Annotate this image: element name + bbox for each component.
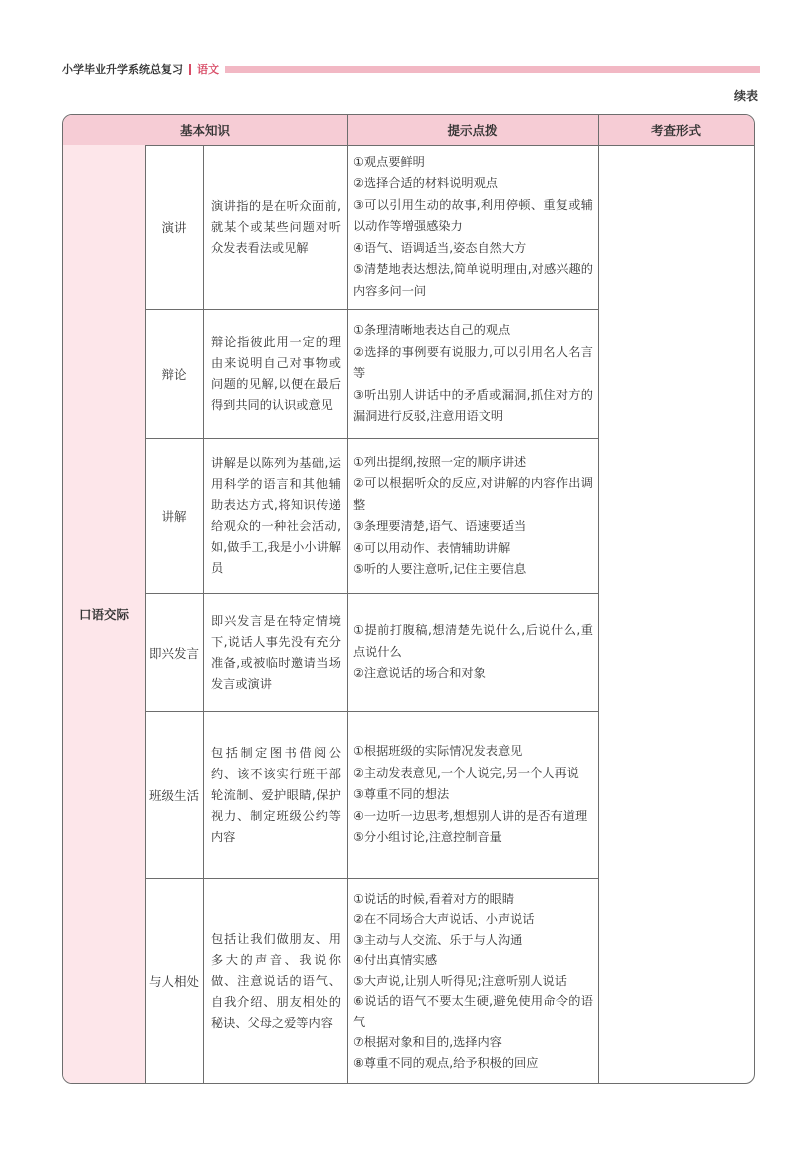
tips-impromptu (353, 594, 593, 711)
running-head (62, 61, 760, 77)
definition-text: 演讲指的是在听众面前,就某个或某些问题对听众发表看法或见解 (211, 198, 341, 255)
tip-item: ②选择合适的材料说明观点 (353, 176, 498, 191)
column-divider (203, 145, 204, 1083)
definition-debate (211, 310, 341, 438)
tip-item: ⑧尊重不同的观点,给予积极的回应 (353, 1055, 539, 1070)
definition-text: 即兴发言是在特定情境下,说话人事先没有充分准备,或被临时邀请当场发言或演讲 (211, 613, 341, 691)
tips-speech (353, 145, 593, 309)
tip-item: ①提前打腹稿,想清楚先说什么,后说什么,重点说什么 (353, 623, 593, 659)
tip-item: ⑥说话的语气不要太生硬,避免使用命令的语气 (353, 994, 593, 1029)
definition-text: 包括让我们做朋友、用多大的声音、我说你做、注意说话的语气、自我介绍、朋友相处的秘诀、父母之爱等内容 (211, 931, 341, 1030)
tip-item: ②在不同场合大声说话、小声说话 (353, 912, 535, 927)
tip-item: ①说话的时候,看着对方的眼睛 (353, 891, 515, 906)
definition-speech (211, 145, 341, 309)
topic-class-life: 班级生活 (148, 788, 199, 803)
definition-getting-along (211, 879, 341, 1083)
tip-item: ①列出提纲,按照一定的顺序讲述 (353, 454, 527, 469)
tip-item: ③主动与人交流、乐于与人沟通 (353, 932, 523, 947)
tip-item: ⑤大声说,让别人听得见;注意听别人说话 (353, 973, 567, 988)
tip-item: ②选择的事例要有说服力,可以引用名人名言等 (353, 344, 593, 381)
tip-item: ④语气、语调适当,姿态自然大方 (353, 240, 527, 255)
continued-label: 续表 (733, 89, 758, 103)
tip-item: ②可以根据听众的反应,对讲解的内容作出调整 (353, 476, 593, 512)
definition-text: 辩论指彼此用一定的理由来说明自己对事物或问题的见解,以便在最后得到共同的认识或意见 (211, 335, 341, 412)
tip-item: ④可以用动作、表情辅助讲解 (353, 540, 511, 555)
tip-item: ⑤分小组讨论,注意控制音量 (353, 830, 502, 845)
tips-class-life (353, 712, 593, 878)
topic-speech: 演讲 (161, 220, 187, 235)
definition-impromptu (211, 594, 341, 711)
definition-text: 包括制定图书借阅公约、该不该实行班干部轮流制、爱护眼睛,保护视力、制定班级公约等内容 (211, 745, 341, 844)
tip-item: ①根据班级的实际情况发表意见 (353, 744, 523, 759)
header-separator (189, 64, 191, 75)
knowledge-table (62, 114, 755, 1084)
tip-item: ②注意说话的场合和对象 (353, 666, 486, 681)
tips-debate (353, 310, 593, 438)
subject-label: 语文 (197, 63, 219, 76)
topic-explanation: 讲解 (161, 509, 187, 524)
tip-item: ⑤听的人要注意听,记住主要信息 (353, 562, 527, 576)
tips-explanation (353, 439, 593, 593)
category-cell: 口语交际 (63, 145, 145, 1083)
header-assessment: 考查形式 (598, 115, 754, 146)
tip-item: ④一边听一边思考,想想别人讲的是否有道理 (353, 808, 588, 823)
tip-item: ⑤清楚地表达想法,简单说明理由,对感兴趣的内容多问一问 (353, 262, 593, 298)
topic-impromptu: 即兴发言 (148, 645, 199, 661)
header-decor-bar (225, 66, 760, 73)
tip-item: ⑦根据对象和目的,选择内容 (353, 1035, 502, 1050)
tip-item: ①观点要鲜明 (353, 154, 425, 169)
definition-text: 讲解是以陈列为基础,运用科学的语言和其他辅助表达方式,将知识传递给观众的一种社会活动,如,做手工,我是小小讲解员 (211, 456, 341, 575)
tip-item: ③尊重不同的想法 (353, 787, 450, 802)
tips-getting-along (353, 879, 593, 1083)
definition-class-life (211, 712, 341, 878)
tip-item: ③听出别人讲话中的矛盾或漏洞,抓住对方的漏洞进行反驳,注意用语文明 (353, 387, 593, 424)
header-basic-knowledge: 基本知识 (63, 115, 347, 146)
tip-item: ①条理清晰地表达自己的观点 (353, 323, 511, 338)
topic-getting-along: 与人相处 (148, 974, 199, 989)
tip-item: ②主动发表意见,一个人说完,另一个人再说 (353, 765, 579, 780)
tip-item: ③可以引用生动的故事,利用停顿、重复或辅以动作等增强感染力 (353, 197, 593, 234)
tip-item: ④付出真情实感 (353, 953, 438, 968)
header-tips: 提示点拨 (347, 115, 598, 146)
book-title: 小学毕业升学系统总复习 (62, 63, 183, 76)
definition-explanation (211, 439, 341, 593)
column-divider (598, 115, 599, 1083)
topic-debate: 辩论 (161, 367, 187, 382)
column-divider (347, 115, 348, 1083)
tip-item: ③条理要清楚,语气、语速要适当 (353, 519, 527, 533)
